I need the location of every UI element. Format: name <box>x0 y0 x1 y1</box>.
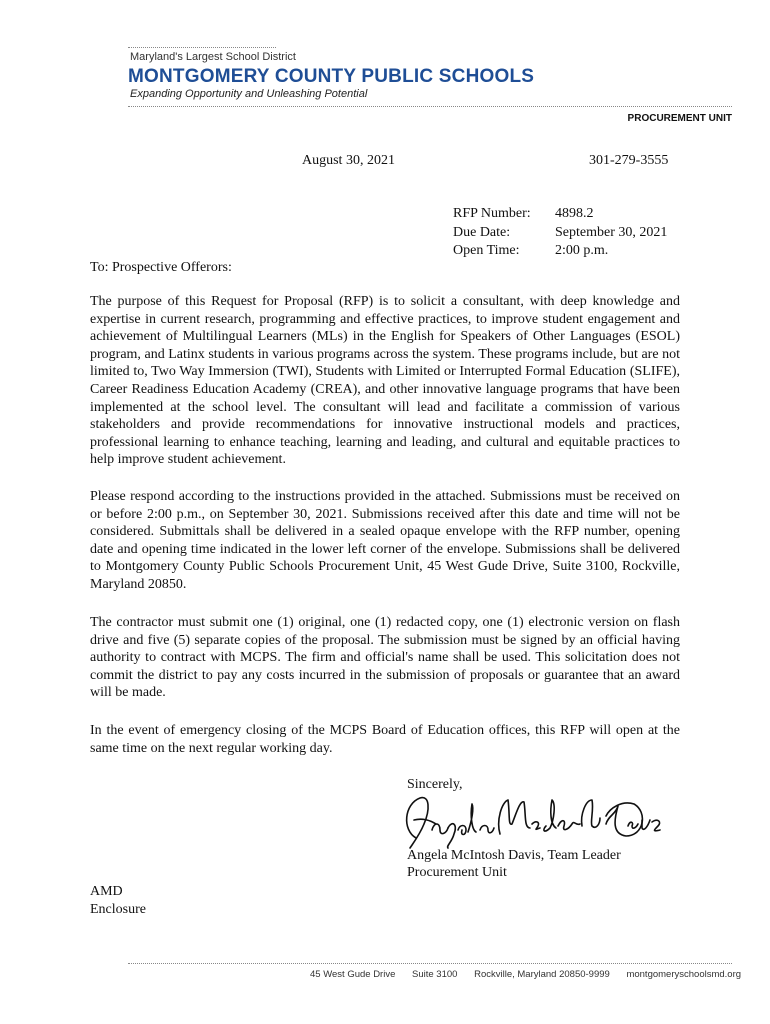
district-name: MONTGOMERY COUNTY PUBLIC SCHOOLS <box>128 66 535 87</box>
signer-name: Angela McIntosh Davis, Team Leader <box>407 848 621 863</box>
district-tagline: Maryland's Largest School District <box>130 51 296 63</box>
unit-name: PROCUREMENT UNIT <box>627 113 732 124</box>
top-divider-short <box>128 47 276 48</box>
rfp-number-value: 4898.2 <box>555 206 594 221</box>
closing: Sincerely, <box>407 777 463 792</box>
due-date-value: September 30, 2021 <box>555 224 668 240</box>
rfp-number-label: RFP Number: <box>453 206 531 221</box>
open-time-label: Open Time: <box>453 243 520 258</box>
signature-image <box>396 790 666 852</box>
body-paragraph-instructions: Please respond according to the instructions provided in the attached. Submissions must be received on or before 2:00 p.m., on September 30, 2021. Submissions received after this date and time will not be considered. Submittals shall be delivered in a sealed opaque envelope with the RFP number, opening date and opening time indicated in the lower left corner of the envelope. Submissions shall be delivered to Montgomery County Public Schools Procurement Unit, 45 West Gude Drive, Suite 3100, Rockville, Maryland 20850. <box>90 489 680 592</box>
footer-suite: Suite 3100 <box>412 969 458 980</box>
due-date-row <box>453 224 667 243</box>
open-time-value: 2:00 p.m. <box>555 243 609 258</box>
phone-number: 301-279-3555 <box>589 153 669 168</box>
signer-unit: Procurement Unit <box>407 865 507 880</box>
due-date-label: Due Date: <box>453 224 511 240</box>
initials: AMD <box>90 884 123 899</box>
district-slogan: Expanding Opportunity and Unleashing Potential <box>130 88 368 100</box>
body-paragraph-submission: The contractor must submit one (1) original, one (1) redacted copy, one (1) electronic version on flash drive and five (5) separate copies of the proposal. The submission must be signed by an official having authority to contract with MCPS. The firm and official's name shall be used. This solicitation does not commit the district to pay any costs incurred in the submission of proposals or guarantee that an award will be made. <box>90 615 680 701</box>
open-time-row <box>453 242 667 261</box>
body-paragraph-emergency: In the event of emergency closing of the MCPS Board of Education offices, this RFP will open at the same time on the next regular working day. <box>90 723 680 756</box>
rfp-number-row <box>453 205 667 224</box>
footer-city: Rockville, Maryland 20850-9999 <box>474 969 610 980</box>
footer-divider <box>128 963 732 964</box>
footer-website[interactable]: montgomeryschoolsmd.org <box>626 969 742 980</box>
salutation: To: Prospective Offerors: <box>90 260 232 275</box>
footer-address <box>310 969 755 980</box>
rfp-info <box>453 205 667 261</box>
letter-date: August 30, 2021 <box>302 153 395 168</box>
footer-street: 45 West Gude Drive <box>310 969 396 980</box>
enclosure-note: Enclosure <box>90 902 146 917</box>
body-paragraph-purpose: The purpose of this Request for Proposal (RFP) is to solicit a consultant, with deep knowledge and expertise in current research, programming and effective practices, to improve student engagement and achievement of Multilingual Learners (MLs) in the English for Speakers of Other Languages (ESOL) program, and Latinx students in various programs across the system. These programs include, but are not limited to, Two Way Immersion (TWI), Students with Limited or Interrupted Formal Education (SLIFE), Career Readiness Education Academy (CREA), and other innovative language programs that have been implemented at the school level. The consultant will lead and facilitate a commission of various stakeholders and provide recommendations for innovative instructional models and practices, professional learning to enhance teaching, learning and leading, and cultural and equitable practices to help improve student achievement. <box>90 294 680 468</box>
letterhead-divider <box>128 106 732 107</box>
